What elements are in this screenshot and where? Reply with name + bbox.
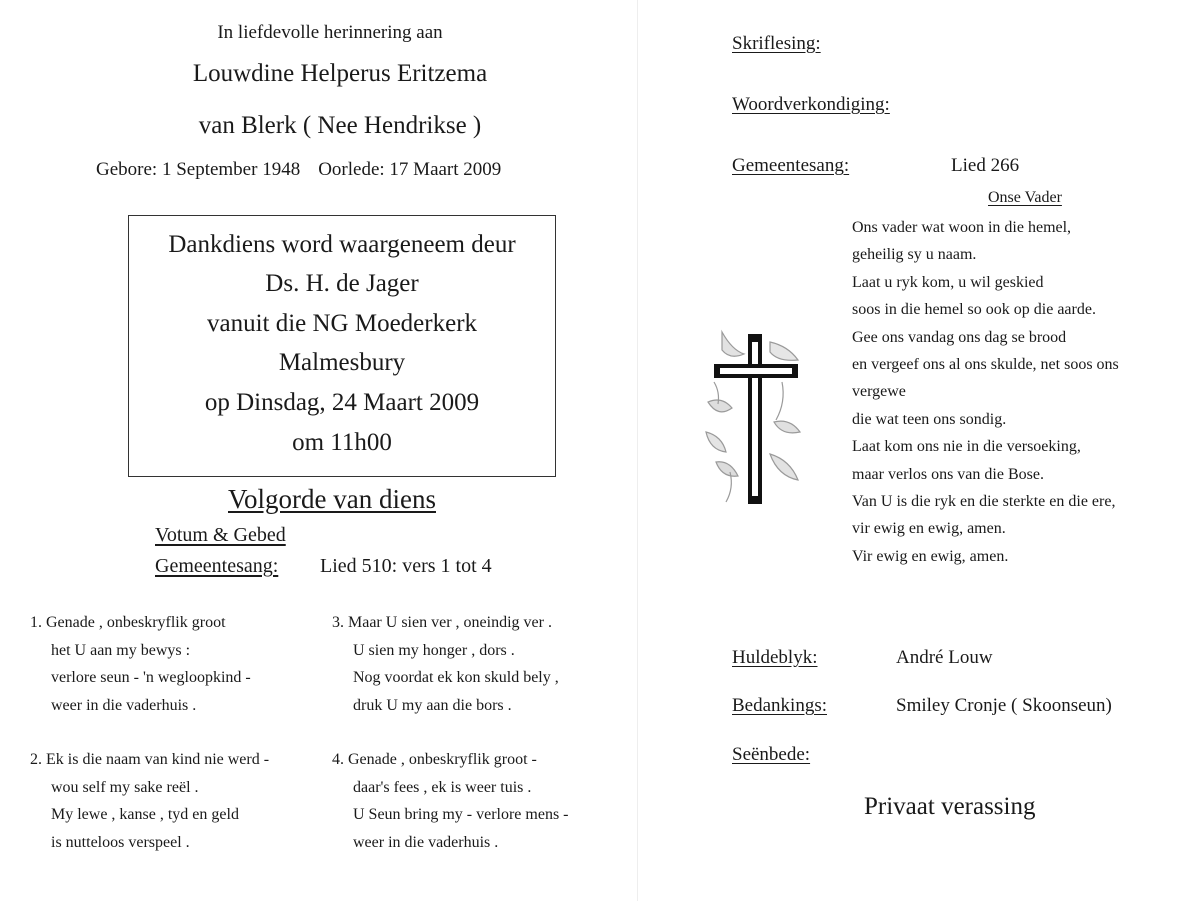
order-title: Volgorde van diens [228, 484, 436, 514]
prayer-line: Laat u ryk kom, u wil geskied [852, 273, 1044, 291]
final-note: Privaat verassing [864, 793, 1036, 820]
verse-2 [30, 746, 269, 856]
prayer-line: Gee ons vandag ons dag se brood [852, 328, 1067, 346]
prayer-line: Vir ewig en ewig, amen. [852, 547, 1009, 565]
verse-line: druk U my aan die bors . [353, 696, 512, 714]
verse-line: My lewe , kanse , tyd en geld [51, 806, 239, 823]
prayer-line: geheilig sy u naam. [852, 246, 977, 264]
woordverkondiging-label: Woordverkondiging: [732, 94, 890, 115]
prayer-line: soos in die hemel so ook op die aarde. [852, 301, 1096, 319]
verse-line: daar's fees , ek is weer tuis . [353, 778, 532, 796]
verse-line: 3. Maar U sien ver , oneindig ver . [332, 614, 552, 631]
verse-1 [30, 609, 251, 719]
bedankings-label: Bedankings: [732, 695, 827, 716]
service-line: om 11h00 [292, 429, 392, 456]
prayer-line: vir ewig en ewig, amen. [852, 520, 1006, 538]
verse-line: 1. Genade , onbeskryflik groot [30, 614, 226, 631]
name-line-1: Louwdine Helperus Eritzema [192, 60, 488, 87]
verse-line: verlore seun - 'n wegloopkind - [51, 669, 251, 686]
born-date: Gebore: 1 September 1948 [96, 159, 301, 180]
prayer-line: die wat teen ons sondig. [852, 410, 1007, 428]
verse-line: het U aan my bewys : [51, 641, 191, 659]
prayer-line: en vergeef ons al ons skulde, net soos ons [852, 356, 1119, 374]
name-line-2: van Blerk ( Nee Hendrikse ) [198, 112, 482, 139]
votum-gebed: Votum & Gebed [155, 524, 286, 546]
prayer-line: Ons vader wat woon in die hemel, [852, 219, 1072, 236]
gemeentesang-label: Gemeentesang: [155, 555, 279, 577]
cross-with-lilies-icon [700, 322, 810, 517]
prayer-line: maar verlos ons van die Bose. [852, 465, 1044, 483]
verse-line: wou self my sake reël . [51, 778, 199, 796]
service-line: Dankdiens word waargeneem deur [168, 231, 516, 258]
huldeblyk-value: André Louw [896, 647, 993, 668]
verse-line: 2. Ek is die naam van kind nie werd - [30, 751, 270, 768]
verse-3 [332, 609, 559, 719]
service-line: op Dinsdag, 24 Maart 2009 [204, 389, 480, 416]
verse-line: is nutteloos verspeel . [51, 833, 190, 851]
bedankings-value: Smiley Cronje ( Skoonseun) [896, 695, 1112, 716]
service-line: vanuit die NG Moederkerk [206, 310, 478, 337]
gemeentesang-value: Lied 510: vers 1 tot 4 [320, 555, 492, 577]
verse-line: Nog voordat ek kon skuld bely , [353, 669, 559, 686]
prayer-title: Onse Vader [988, 189, 1062, 206]
prayer-text [852, 214, 1119, 570]
verse-line: 4. Genade , onbeskryflik groot - [332, 751, 537, 768]
verse-line: weer in die vaderhuis . [51, 696, 197, 714]
died-date: Oorlede: 17 Maart 2009 [318, 159, 502, 180]
intro-text: In liefdevolle herinnering aan [217, 22, 443, 43]
prayer-line: Laat kom ons nie in die versoeking, [852, 438, 1081, 456]
verse-line: weer in die vaderhuis . [353, 833, 499, 851]
life-dates [96, 159, 501, 181]
skriflesing-label: Skriflesing: [732, 33, 821, 54]
verse-line: U sien my honger , dors . [353, 641, 515, 659]
gemeentesang-value-right: Lied 266 [951, 155, 1020, 176]
service-line: Ds. H. de Jager [265, 270, 419, 297]
verse-line: U Seun bring my - verlore mens - [353, 806, 569, 823]
gemeentesang-label-right: Gemeentesang: [732, 155, 850, 176]
huldeblyk-label: Huldeblyk: [732, 647, 818, 668]
service-line: Malmesbury [278, 349, 406, 376]
prayer-line: Van U is die ryk en die sterkte en die ere, [852, 493, 1116, 511]
service-box [128, 215, 556, 477]
seenbede-label: Seënbede: [732, 744, 811, 765]
verse-4 [332, 746, 569, 856]
prayer-line: vergewe [852, 383, 906, 401]
